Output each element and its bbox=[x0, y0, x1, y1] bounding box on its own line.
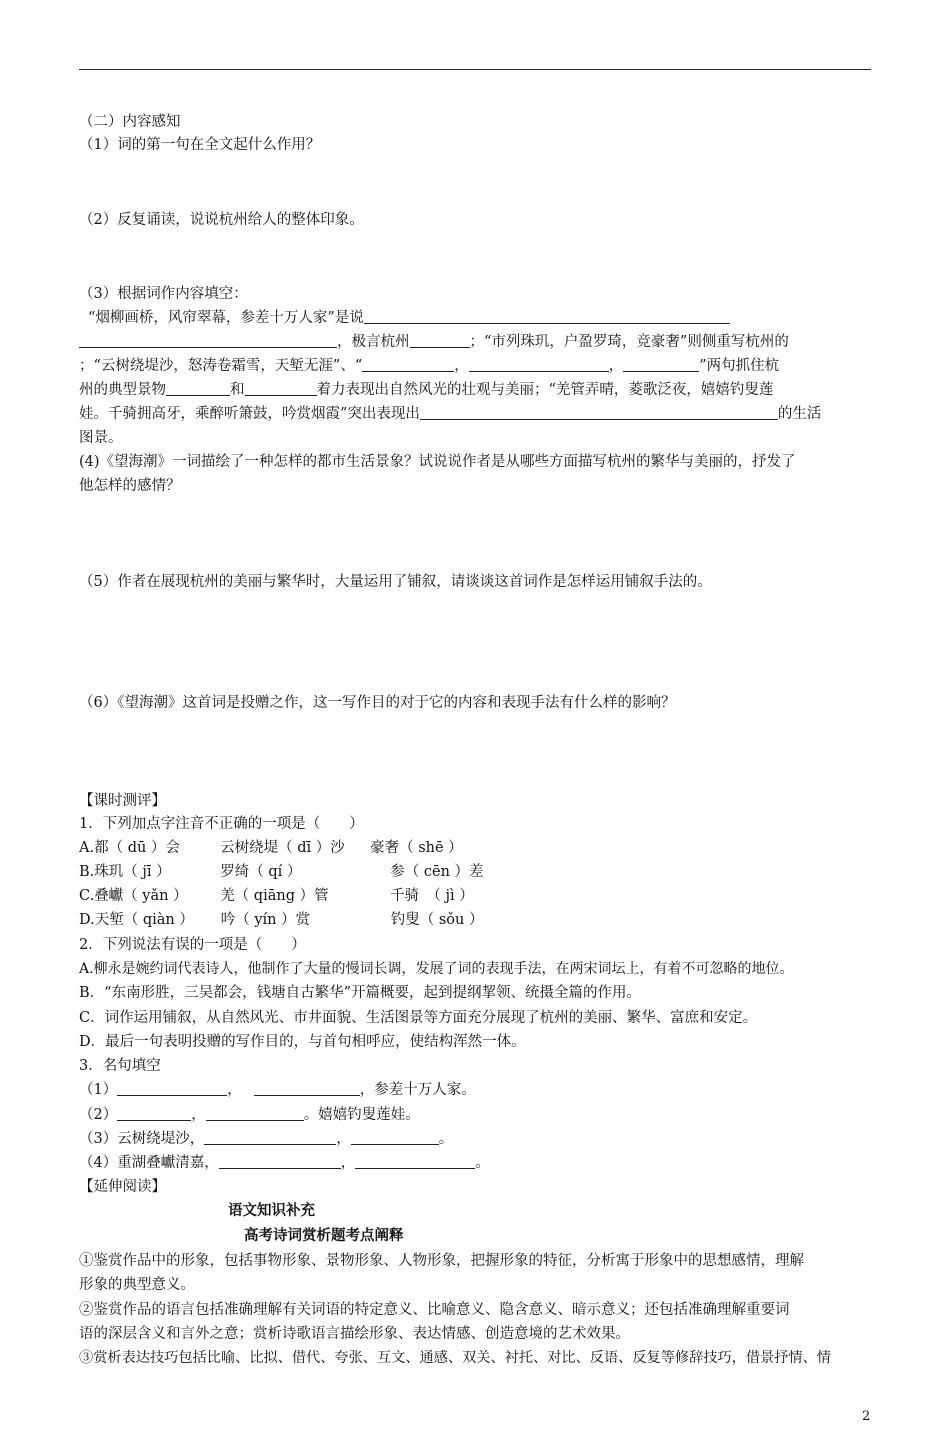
paragraph-2-line-2: 语的深层含义和言外之意；赏析诗歌语言描绘形象、表达情感、创造意境的艺术效果。 bbox=[79, 1326, 630, 1342]
answer-blank[interactable] bbox=[351, 1128, 439, 1145]
answer-blank[interactable] bbox=[355, 1152, 475, 1169]
question-3-line-6: 图景。 bbox=[79, 430, 123, 446]
question-1: （1）词的第一句在全文起什么作用？ bbox=[79, 137, 321, 153]
test-heading: 【课时测评】 bbox=[79, 793, 166, 809]
option-a: A.都（ dū ）会 云树绕堤（ dī ）沙 豪奢（ shē ） bbox=[79, 840, 463, 856]
question-4-line-2: 他怎样的感情？ bbox=[79, 478, 181, 494]
question-3-title: （3）根据词作内容填空： bbox=[79, 286, 248, 302]
fill-line-1: （1） ， ，参差十万人家。 bbox=[79, 1078, 476, 1102]
extension-title: 语文知识补充 bbox=[228, 1202, 315, 1219]
statement-b: B．“东南形胜，三吴都会，钱塘自古繁华”开篇概要，起到提纲挈领、统摄全篇的作用。 bbox=[79, 985, 641, 1001]
option-d: D.天堑（ qiàn ） 吟（ yín ）赏 钓叟（ sǒu ） bbox=[79, 912, 484, 928]
answer-blank[interactable] bbox=[623, 355, 699, 372]
answer-blank[interactable] bbox=[364, 307, 730, 324]
answer-blank[interactable] bbox=[117, 1079, 227, 1096]
question-6: （6）《望海潮》这首词是投赠之作，这一写作目的对于它的内容和表现手法有什么样的影响？ bbox=[79, 695, 676, 711]
statement-c: C．词作运用铺叙，从自然风光、市井面貌、生活图景等方面充分展现了杭州的美丽、繁华、富庶和安定。 bbox=[79, 1010, 758, 1026]
answer-blank[interactable] bbox=[79, 331, 337, 348]
answer-blank[interactable] bbox=[117, 1104, 191, 1121]
fill-line-4: （4）重湖叠巘清嘉， ， 。 bbox=[79, 1151, 490, 1175]
answer-blank[interactable] bbox=[245, 379, 317, 396]
option-c: C.叠巘（ yǎn ） 羌（ qiāng ）管 千骑 （ jì ） bbox=[79, 888, 474, 904]
answer-blank[interactable] bbox=[254, 1079, 360, 1096]
paragraph-2-line-1: ②鉴赏作品的语言包括准确理解有关词语的特定意义、比喻意义、隐含意义、暗示意义；还包括准确理解重要词 bbox=[79, 1302, 790, 1318]
test-question-3: 3．名句填空 bbox=[79, 1058, 161, 1074]
extension-subtitle: 高考诗词赏析题考点阐释 bbox=[244, 1227, 404, 1244]
paragraph-1-line-1: ①鉴赏作品中的形象，包括事物形象、景物形象、人物形象，把握形象的特征，分析寓于形象中的思想感情，理解 bbox=[79, 1253, 804, 1269]
header-rule bbox=[79, 69, 871, 70]
test-question-2: 2．下列说法有误的一项是（ ） bbox=[79, 937, 306, 953]
answer-blank[interactable] bbox=[206, 1104, 304, 1121]
question-5: （5）作者在展现杭州的美丽与繁华时，大量运用了铺叙，请谈谈这首词作是怎样运用铺叙手法的。 bbox=[79, 574, 712, 590]
paragraph-1-line-2: 形象的典型意义。 bbox=[79, 1277, 195, 1293]
extension-heading: 【延伸阅读】 bbox=[79, 1179, 166, 1195]
question-3-line-5: 娃。千骑拥高牙，乘醉听箫鼓，吟赏烟霞”突出表现出 的生活 bbox=[79, 402, 821, 426]
answer-blank[interactable] bbox=[166, 379, 230, 396]
question-3-line-4: 州的典型景物 和 着力表现出自然风光的壮观与美丽；“羌管弄晴，菱歌泛夜，嬉嬉钓叟莲 bbox=[79, 378, 773, 402]
paragraph-3-line-1: ③赏析表达技巧包括比喻、比拟、借代、夸张、互文、通感、双关、衬托、对比、反语、反复等修辞技巧，借景抒情、情 bbox=[79, 1350, 831, 1366]
question-2: （2）反复诵读，说说杭州给人的整体印象。 bbox=[79, 212, 364, 228]
statement-a: A.柳永是婉约词代表诗人，他制作了大量的慢词长调，发展了词的表现手法，在两宋词坛上，有着不可忽略的地位。 bbox=[79, 961, 794, 977]
test-question-1: 1．下列加点字注音不正确的一项是（ ） bbox=[79, 816, 364, 832]
page-number: 2 bbox=[862, 1409, 871, 1424]
fill-line-3: （3）云树绕堤沙， ， 。 bbox=[79, 1127, 453, 1151]
question-4-line-1: (4)《望海潮》一词描绘了一种怎样的都市生活景象？试说说作者是从哪些方面描写杭州的繁华与美丽的，抒发了 bbox=[79, 454, 796, 470]
answer-blank[interactable] bbox=[219, 1152, 341, 1169]
answer-blank[interactable] bbox=[469, 355, 609, 372]
question-3-line-3: ；“云树绕堤沙，怒涛卷霜雪，天堑无涯”、“ ， ， ”两句抓住杭 bbox=[79, 354, 779, 378]
answer-blank[interactable] bbox=[362, 355, 454, 372]
answer-blank[interactable] bbox=[410, 331, 470, 348]
question-3-line-2: ，极言杭州 ；“市列珠玑，户盈罗琦，竞豪奢”则侧重写杭州的 bbox=[79, 330, 789, 354]
statement-d: D．最后一句表明投赠的写作目的，与首句相呼应，使结构浑然一体。 bbox=[79, 1034, 526, 1050]
fill-line-2: （2） ， 。嬉嬉钓叟莲娃。 bbox=[79, 1103, 420, 1127]
section-heading: （二）内容感知 bbox=[79, 114, 181, 130]
option-b: B.珠玑（ jī ） 罗绮（ qí ） 参（ cēn ）差 bbox=[79, 864, 484, 880]
answer-blank[interactable] bbox=[420, 403, 778, 420]
question-3-line-1: “烟柳画桥，风帘翠幕，参差十万人家”是说 bbox=[88, 306, 730, 330]
answer-blank[interactable] bbox=[204, 1128, 336, 1145]
